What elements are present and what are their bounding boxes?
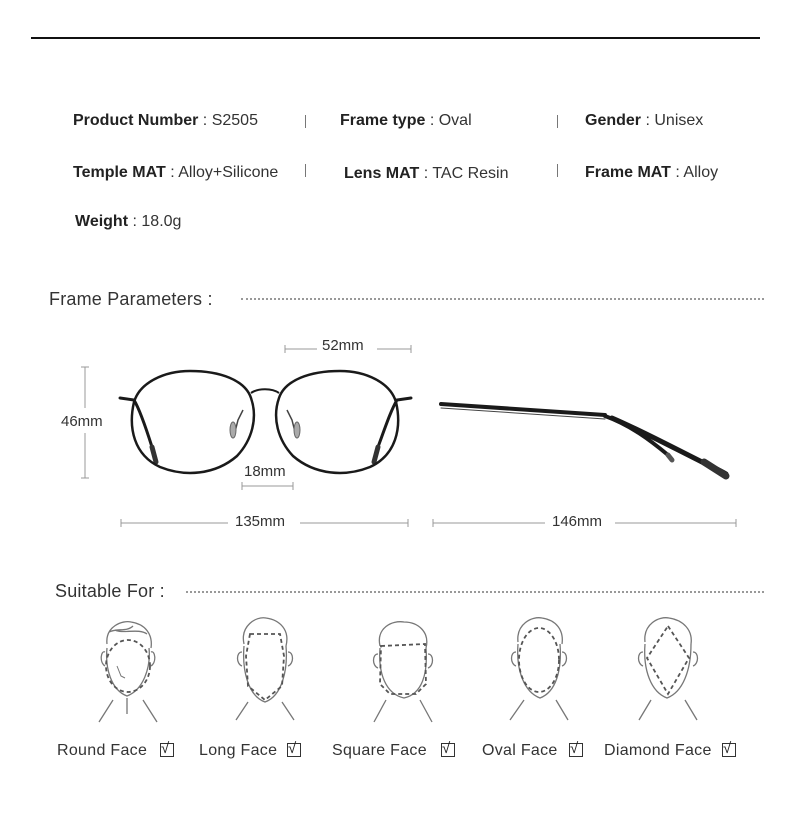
- diamond-face-icon: [633, 616, 703, 720]
- oval-face-icon: [504, 616, 574, 720]
- checkbox-square-face: √: [441, 743, 455, 757]
- spec-frame-type: Frame type : Oval: [340, 112, 472, 129]
- checkbox-long-face: √: [287, 743, 301, 757]
- round-face-icon: [93, 618, 163, 722]
- suitable-for-title: Suitable For :: [55, 581, 165, 601]
- spec-frame-mat: Frame MAT : Alloy: [585, 164, 719, 181]
- face-label-diamond: Diamond Face: [604, 742, 712, 759]
- lens-width-label: 52mm: [322, 337, 364, 354]
- spec-gender: Gender : Unisex: [585, 112, 704, 129]
- spec-weight: Weight : 18.0g: [75, 213, 182, 230]
- lens-height-label: 46mm: [61, 413, 103, 430]
- face-label-square: Square Face: [332, 742, 427, 759]
- spec-product-number: Product Number : S2505: [73, 112, 258, 129]
- long-face-icon: [230, 616, 300, 720]
- frame-parameters-title: Frame Parameters :: [49, 289, 213, 309]
- checkbox-oval-face: √: [569, 743, 583, 757]
- face-label-round: Round Face: [57, 742, 148, 759]
- temple-length-label: 146mm: [552, 513, 603, 530]
- face-label-oval: Oval Face: [482, 742, 558, 759]
- frame-width-label: 135mm: [235, 513, 286, 530]
- bridge-width-label: 18mm: [244, 463, 286, 480]
- checkbox-diamond-face: √: [722, 743, 736, 757]
- suitable-for-dotted-rule: [186, 591, 764, 593]
- square-face-icon: [368, 618, 438, 722]
- spec-lens-mat: Lens MAT : TAC Resin: [344, 165, 509, 182]
- spec-temple-mat: Temple MAT : Alloy+Silicone: [73, 164, 279, 181]
- checkbox-round-face: √: [160, 743, 174, 757]
- face-label-long: Long Face: [199, 742, 278, 759]
